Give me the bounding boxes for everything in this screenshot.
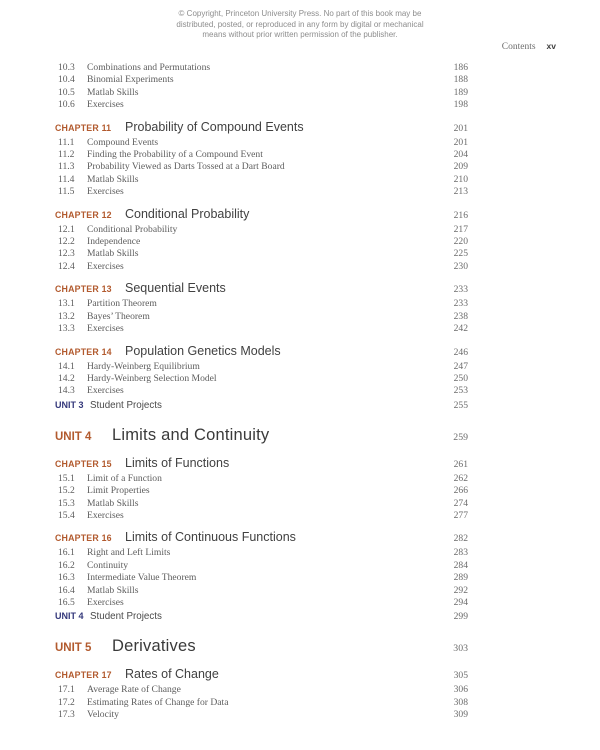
page-number: 201: [453, 136, 468, 148]
section-number: 12.4: [58, 260, 75, 272]
page-number: 225: [453, 248, 468, 260]
page-number: 246: [453, 346, 468, 358]
section-title: Limit Properties: [87, 485, 150, 497]
toc-section-row: [55, 510, 468, 522]
toc-section-row: [55, 560, 468, 572]
section-title: Matlab Skills: [87, 86, 139, 98]
section-number: 14.1: [58, 360, 75, 372]
toc-unit-row: [55, 425, 468, 448]
section-title: Matlab Skills: [87, 584, 139, 596]
section-title: Velocity: [87, 709, 119, 721]
section-title: Estimating Rates of Change for Data: [87, 696, 229, 708]
toc-section-row: [55, 224, 468, 236]
chapter-label: CHAPTER 14: [55, 346, 112, 357]
section-title: Hardy-Weinberg Equilibrium: [87, 360, 200, 372]
page-number: 294: [453, 596, 468, 608]
toc-chapter-row: [55, 344, 468, 360]
toc-section-row: [55, 373, 468, 385]
toc-section-row: [55, 473, 468, 485]
section-title: Finding the Probability of a Compound Event: [87, 149, 263, 161]
page-number: 282: [453, 533, 468, 545]
page-number: 284: [453, 559, 468, 571]
section-title: Exercises: [87, 99, 124, 111]
chapter-label: CHAPTER 15: [55, 458, 112, 469]
section-title: Independence: [87, 236, 141, 248]
section-number: 16.3: [58, 572, 75, 584]
section-title: Matlab Skills: [87, 248, 139, 260]
section-number: 11.1: [58, 136, 75, 148]
chapter-label: CHAPTER 16: [55, 533, 112, 544]
page-number: 204: [453, 149, 468, 161]
page-number: 309: [453, 709, 468, 721]
toc-section-row: [55, 261, 468, 273]
page-number: 299: [453, 611, 468, 623]
page-number: 233: [453, 284, 468, 296]
section-title: Exercises: [87, 596, 124, 608]
unit-title: Limits and Continuity: [112, 425, 270, 444]
page-number: 274: [453, 497, 468, 509]
section-title: Matlab Skills: [87, 497, 139, 509]
chapter-title: Population Genetics Models: [125, 343, 281, 358]
section-number: 17.2: [58, 696, 75, 708]
toc-section-row: [55, 62, 468, 74]
page-number: 230: [453, 260, 468, 272]
toc-section-row: [55, 311, 468, 323]
page-number: 305: [453, 670, 468, 682]
toc-section-row: [55, 161, 468, 173]
section-title: Matlab Skills: [87, 173, 139, 185]
page-number: 253: [453, 385, 468, 397]
section-number: 14.3: [58, 385, 75, 397]
toc-unit-project-row: [55, 399, 468, 412]
chapter-label: CHAPTER 13: [55, 284, 112, 295]
toc-section-row: [55, 186, 468, 198]
page-number: 242: [453, 323, 468, 335]
section-number: 10.4: [58, 74, 75, 86]
section-title: Exercises: [87, 186, 124, 198]
toc-chapter-row: [55, 281, 468, 297]
running-header-title: Contents: [501, 42, 536, 52]
page-number: 262: [453, 472, 468, 484]
toc-section-row: [55, 684, 468, 696]
toc-section-row: [55, 585, 468, 597]
section-number: 16.5: [58, 596, 75, 608]
toc-section-row: [55, 697, 468, 709]
page-number: 306: [453, 684, 468, 696]
page-number: 255: [453, 399, 468, 411]
section-number: 16.1: [58, 547, 75, 559]
page-number: 233: [453, 298, 468, 310]
toc-section-row: [55, 709, 468, 721]
toc-chapter-row: [55, 667, 468, 683]
section-title: Hardy-Weinberg Selection Model: [87, 372, 217, 384]
chapter-title: Conditional Probability: [125, 206, 250, 221]
unit-label: UNIT 4: [55, 611, 84, 622]
section-title: Combinations and Permutations: [87, 62, 211, 73]
unit-label: UNIT 5: [55, 642, 92, 655]
section-title: Exercises: [87, 509, 124, 521]
section-number: 15.4: [58, 509, 75, 521]
page-number: 277: [453, 509, 468, 521]
section-number: 15.1: [58, 472, 75, 484]
section-title: Exercises: [87, 260, 124, 272]
section-title: Continuity: [87, 559, 129, 571]
copyright-line: distributed, posted, or reproduced in any form by digital or mechanical: [176, 19, 424, 29]
page-number: 292: [453, 584, 468, 596]
page-number: 189: [453, 86, 468, 98]
toc-section-row: [55, 74, 468, 86]
chapter-title: Sequential Events: [125, 281, 226, 296]
toc-section-row: [55, 498, 468, 510]
toc-section-row: [55, 547, 468, 559]
chapter-title: Limits of Continuous Functions: [125, 530, 296, 545]
toc-unit-row: [55, 636, 468, 659]
unit-label: UNIT 4: [55, 430, 92, 443]
section-number: 11.2: [58, 149, 75, 161]
toc-chapter-row: [55, 456, 468, 472]
toc-unit-project-row: [55, 610, 468, 623]
toc-section-row: [55, 248, 468, 260]
toc-section-row: [55, 149, 468, 161]
page-number: 250: [453, 372, 468, 384]
section-title: Exercises: [87, 385, 124, 397]
page-number: 210: [453, 173, 468, 185]
page-number: 283: [453, 547, 468, 559]
section-number: 14.2: [58, 372, 75, 384]
toc-section-row: [55, 87, 468, 99]
section-number: 16.2: [58, 559, 75, 571]
section-title: Partition Theorem: [87, 298, 157, 310]
section-number: 10.3: [58, 62, 75, 73]
page-number: 238: [453, 310, 468, 322]
toc-chapter-row: [55, 207, 468, 223]
toc-section-row: [55, 137, 468, 149]
toc-section-row: [55, 485, 468, 497]
copyright-line: means without prior written permission of the publisher.: [202, 30, 398, 39]
page-number: 188: [453, 74, 468, 86]
running-header: [502, 41, 556, 52]
section-number: 13.3: [58, 323, 75, 335]
page-folio: xv: [546, 41, 556, 51]
unit-title: Student Projects: [90, 399, 162, 411]
copyright-notice: [0, 9, 600, 41]
toc-section-row: [55, 323, 468, 335]
toc-section-row: [55, 236, 468, 248]
page-number: 201: [453, 122, 468, 134]
unit-title: Derivatives: [112, 637, 196, 656]
chapter-label: CHAPTER 17: [55, 670, 112, 681]
page-number: 209: [453, 161, 468, 173]
copyright-line: © Copyright, Princeton University Press. No part of this book may be: [178, 9, 422, 18]
section-title: Binomial Experiments: [87, 74, 174, 86]
section-number: 12.3: [58, 248, 75, 260]
toc-section-row: [55, 385, 468, 397]
page-number: 303: [453, 643, 468, 655]
toc-chapter-row: [55, 530, 468, 546]
page-number: 266: [453, 485, 468, 497]
section-number: 12.1: [58, 223, 75, 235]
section-number: 13.1: [58, 298, 75, 310]
chapter-label: CHAPTER 11: [55, 122, 112, 133]
section-title: Bayes’ Theorem: [87, 310, 150, 322]
page-number: 216: [453, 209, 468, 221]
chapter-title: Limits of Functions: [125, 455, 230, 470]
page-number: 261: [453, 458, 468, 470]
section-title: Exercises: [87, 323, 124, 335]
toc-section-row: [55, 361, 468, 373]
section-number: 10.6: [58, 99, 75, 111]
unit-label: UNIT 3: [55, 399, 84, 410]
page-number: 213: [453, 186, 468, 198]
section-title: Intermediate Value Theorem: [87, 572, 197, 584]
section-number: 10.5: [58, 86, 75, 98]
section-number: 13.2: [58, 310, 75, 322]
section-title: Conditional Probability: [87, 223, 178, 235]
section-number: 15.3: [58, 497, 75, 509]
page-number: 217: [453, 223, 468, 235]
section-title: Average Rate of Change: [87, 684, 181, 696]
section-title: Probability Viewed as Darts Tossed at a Dart Board: [87, 161, 285, 173]
section-number: 16.4: [58, 584, 75, 596]
section-title: Limit of a Function: [87, 472, 162, 484]
chapter-title: Probability of Compound Events: [125, 119, 304, 134]
page-number: 259: [453, 431, 468, 443]
section-title: Compound Events: [87, 136, 159, 148]
page-number: 220: [453, 236, 468, 248]
section-number: 12.2: [58, 236, 75, 248]
toc-section-row: [55, 298, 468, 310]
table-of-contents: [55, 62, 468, 722]
section-title: Right and Left Limits: [87, 547, 171, 559]
section-number: 17.3: [58, 709, 75, 721]
toc-chapter-row: [55, 120, 468, 136]
page-number: 289: [453, 572, 468, 584]
page-number: 308: [453, 696, 468, 708]
section-number: 17.1: [58, 684, 75, 696]
page-number: 247: [453, 360, 468, 372]
toc-section-row: [55, 99, 468, 111]
toc-section-row: [55, 597, 468, 609]
unit-title: Student Projects: [90, 611, 162, 623]
chapter-title: Rates of Change: [125, 667, 219, 682]
section-number: 11.5: [58, 186, 75, 198]
section-number: 11.3: [58, 161, 75, 173]
toc-section-row: [55, 572, 468, 584]
section-number: 11.4: [58, 173, 75, 185]
toc-section-row: [55, 174, 468, 186]
section-number: 15.2: [58, 485, 75, 497]
chapter-label: CHAPTER 12: [55, 209, 112, 220]
page-number: 186: [453, 62, 468, 73]
page-number: 198: [453, 99, 468, 111]
